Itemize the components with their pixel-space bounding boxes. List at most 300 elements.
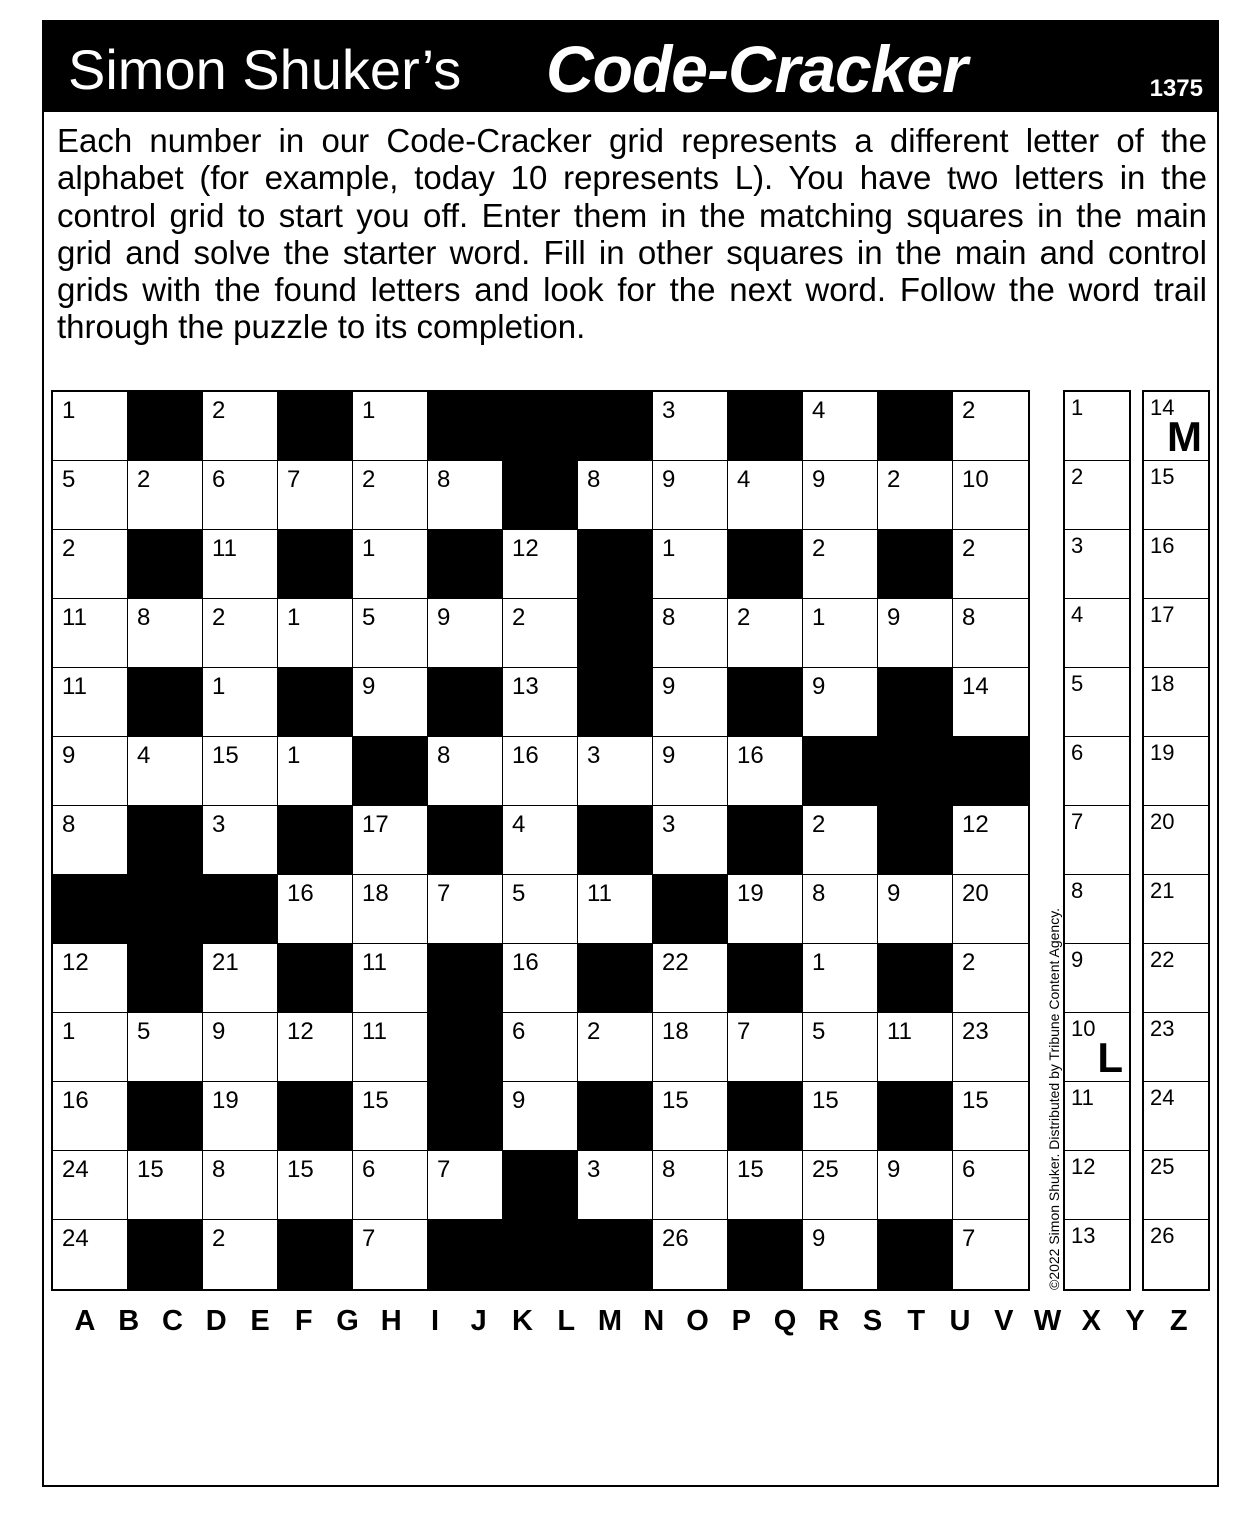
- grid-cell[interactable]: [728, 461, 803, 530]
- grid-black-square: [53, 875, 128, 944]
- grid-cell[interactable]: [803, 668, 878, 737]
- cell-number: 3: [662, 811, 676, 838]
- cell-number: 8: [662, 604, 676, 631]
- grid-cell[interactable]: [953, 806, 1028, 875]
- grid-cell[interactable]: [203, 599, 278, 668]
- alphabet-letter[interactable]: R: [818, 1305, 840, 1337]
- grid-cell[interactable]: [953, 944, 1028, 1013]
- grid-cell[interactable]: [953, 875, 1028, 944]
- grid-cell[interactable]: [128, 599, 203, 668]
- grid-cell[interactable]: [878, 461, 953, 530]
- control-cell[interactable]: [1144, 461, 1208, 530]
- control-grid-right: [1142, 390, 1210, 1291]
- cell-number: 19: [212, 1087, 239, 1114]
- control-cell-number: 23: [1150, 1016, 1175, 1041]
- cell-number: 2: [512, 604, 526, 631]
- grid-cell[interactable]: [53, 461, 128, 530]
- cell-number: 6: [512, 1018, 526, 1045]
- grid-cell[interactable]: [353, 875, 428, 944]
- cell-number: 8: [437, 466, 451, 493]
- grid-cell[interactable]: [503, 737, 578, 806]
- grid-cell[interactable]: [803, 530, 878, 599]
- cell-number: 8: [962, 604, 976, 631]
- cell-number: 25: [812, 1156, 839, 1183]
- grid-black-square: [428, 1013, 503, 1082]
- grid-cell[interactable]: [53, 1082, 128, 1151]
- grid-cell[interactable]: [953, 530, 1028, 599]
- grid-black-square: [578, 599, 653, 668]
- grid-cell[interactable]: [503, 944, 578, 1013]
- grid-cell[interactable]: [503, 530, 578, 599]
- cell-number: 16: [62, 1087, 89, 1114]
- grid-cell[interactable]: [278, 1151, 353, 1220]
- cell-number: 1: [362, 397, 376, 424]
- control-cell-number: 6: [1071, 740, 1084, 765]
- cell-number: 2: [887, 466, 901, 493]
- cell-number: 4: [512, 811, 526, 838]
- cell-number: 15: [287, 1156, 314, 1183]
- grid-black-square: [578, 1082, 653, 1151]
- cell-number: 7: [737, 1018, 751, 1045]
- grid-cell[interactable]: [578, 737, 653, 806]
- control-cell-number: 7: [1071, 809, 1084, 834]
- control-cell[interactable]: [1065, 944, 1129, 1013]
- alphabet-letter[interactable]: E: [250, 1305, 270, 1337]
- grid-cell[interactable]: [803, 806, 878, 875]
- grid-black-square: [503, 392, 578, 461]
- grid-cell[interactable]: [428, 1151, 503, 1220]
- grid-cell[interactable]: [653, 530, 728, 599]
- control-cell[interactable]: [1065, 530, 1129, 599]
- grid-cell[interactable]: [653, 1220, 728, 1289]
- cell-number: 5: [812, 1018, 826, 1045]
- grid-black-square: [878, 944, 953, 1013]
- grid-black-square: [578, 530, 653, 599]
- grid-cell[interactable]: [953, 1082, 1028, 1151]
- grid-cell[interactable]: [203, 1082, 278, 1151]
- alphabet-letter[interactable]: I: [430, 1305, 440, 1337]
- grid-cell[interactable]: [878, 875, 953, 944]
- cell-number: 2: [962, 535, 976, 562]
- alphabet-letter[interactable]: U: [949, 1305, 971, 1337]
- grid-cell[interactable]: [353, 1013, 428, 1082]
- control-cell[interactable]: [1144, 1151, 1208, 1220]
- cell-number: 2: [212, 397, 226, 424]
- grid-black-square: [878, 806, 953, 875]
- grid-cell[interactable]: [53, 1013, 128, 1082]
- grid-cell[interactable]: [953, 1013, 1028, 1082]
- grid-cell[interactable]: [353, 392, 428, 461]
- grid-black-square: [503, 1151, 578, 1220]
- cell-number: 15: [737, 1156, 764, 1183]
- grid-cell[interactable]: [803, 1082, 878, 1151]
- cell-number: 9: [662, 466, 676, 493]
- grid-cell[interactable]: [803, 392, 878, 461]
- control-cell-number: 10: [1071, 1016, 1096, 1041]
- grid-cell[interactable]: [653, 737, 728, 806]
- grid-cell[interactable]: [128, 1013, 203, 1082]
- control-cell[interactable]: [1144, 1220, 1208, 1289]
- grid-black-square: [728, 806, 803, 875]
- grid-cell[interactable]: [728, 1013, 803, 1082]
- cell-number: 24: [62, 1156, 89, 1183]
- grid-cell[interactable]: [53, 806, 128, 875]
- grid-cell[interactable]: [53, 392, 128, 461]
- control-cell-number: 9: [1071, 947, 1084, 972]
- cell-number: 5: [62, 466, 76, 493]
- cell-number: 8: [437, 742, 451, 769]
- control-cell[interactable]: [1065, 875, 1129, 944]
- grid-cell[interactable]: [353, 668, 428, 737]
- control-cell-number: 5: [1071, 671, 1084, 696]
- cell-number: 1: [662, 535, 676, 562]
- grid-cell[interactable]: [353, 599, 428, 668]
- grid-black-square: [428, 806, 503, 875]
- cell-number: 23: [962, 1018, 989, 1045]
- grid-cell[interactable]: [53, 1220, 128, 1289]
- grid-cell[interactable]: [278, 737, 353, 806]
- grid-black-square: [278, 806, 353, 875]
- grid-cell[interactable]: [353, 1220, 428, 1289]
- grid-cell[interactable]: [353, 1082, 428, 1151]
- control-cell-number: 16: [1150, 533, 1175, 558]
- grid-black-square: [128, 1220, 203, 1289]
- alphabet-letter[interactable]: D: [205, 1305, 227, 1337]
- grid-black-square: [428, 1220, 503, 1289]
- alphabet-letter[interactable]: H: [380, 1305, 402, 1337]
- alphabet-letter[interactable]: X: [1081, 1305, 1101, 1337]
- control-cell-number: 2: [1071, 464, 1084, 489]
- grid-cell[interactable]: [578, 875, 653, 944]
- grid-cell[interactable]: [203, 737, 278, 806]
- cell-number: 16: [512, 742, 539, 769]
- grid-cell[interactable]: [503, 875, 578, 944]
- cell-number: 11: [362, 949, 387, 976]
- alphabet-letter[interactable]: G: [336, 1305, 359, 1337]
- grid-cell[interactable]: [278, 1013, 353, 1082]
- grid-cell[interactable]: [728, 1151, 803, 1220]
- control-cell[interactable]: [1144, 1013, 1208, 1082]
- cell-number: 22: [662, 949, 689, 976]
- alphabet-letter[interactable]: W: [1033, 1305, 1062, 1337]
- control-cell[interactable]: [1144, 530, 1208, 599]
- grid-cell[interactable]: [728, 875, 803, 944]
- control-cell-letter: M: [1167, 413, 1202, 460]
- control-cell[interactable]: [1144, 875, 1208, 944]
- grid-cell[interactable]: [653, 599, 728, 668]
- grid-cell[interactable]: [203, 806, 278, 875]
- control-cell[interactable]: [1065, 599, 1129, 668]
- grid-cell[interactable]: [203, 1220, 278, 1289]
- cell-number: 8: [62, 811, 76, 838]
- cell-number: 17: [362, 811, 389, 838]
- grid-cell[interactable]: [128, 1151, 203, 1220]
- alphabet-letter[interactable]: S: [862, 1305, 883, 1337]
- grid-cell[interactable]: [353, 530, 428, 599]
- cell-number: 1: [62, 1018, 76, 1045]
- cell-number: 9: [812, 466, 826, 493]
- control-cell-number: 18: [1150, 671, 1175, 696]
- cell-number: 13: [512, 673, 539, 700]
- grid-cell[interactable]: [428, 737, 503, 806]
- copyright-credit: ©2022 Simon Shuker. Distributed by Tribune Content Agency.: [1046, 907, 1062, 1290]
- grid-black-square: [278, 1082, 353, 1151]
- grid-black-square: [728, 944, 803, 1013]
- grid-cell[interactable]: [578, 1013, 653, 1082]
- grid-cell[interactable]: [953, 1220, 1028, 1289]
- alphabet-strip: [64, 1303, 1200, 1339]
- grid-cell[interactable]: [278, 875, 353, 944]
- instructions-text: Each number in our Code-Cracker grid represents a different letter of the alphabet (for example, today 10 represents L). You have two letters in the control grid to start you off. Enter them in the matching squares in the main grid and solve the starter word. Fill in other squares in the main and control grids with the found letters and look for the next word. Follow the word trail through the puzzle to its completion.: [57, 122, 1207, 346]
- grid-black-square: [728, 530, 803, 599]
- cell-number: 1: [212, 673, 226, 700]
- grid-cell[interactable]: [953, 392, 1028, 461]
- grid-cell[interactable]: [203, 461, 278, 530]
- grid-cell[interactable]: [53, 530, 128, 599]
- grid-cell[interactable]: [53, 668, 128, 737]
- control-cell-number: 11: [1071, 1085, 1094, 1110]
- alphabet-letter[interactable]: C: [162, 1305, 183, 1337]
- grid-cell[interactable]: [203, 392, 278, 461]
- grid-cell[interactable]: [53, 944, 128, 1013]
- grid-cell[interactable]: [653, 392, 728, 461]
- cell-number: 8: [212, 1156, 226, 1183]
- alphabet-letter[interactable]: V: [994, 1305, 1014, 1337]
- cell-number: 15: [962, 1087, 989, 1114]
- alphabet-letter[interactable]: L: [557, 1305, 576, 1337]
- grid-cell[interactable]: [278, 461, 353, 530]
- control-cell-letter: L: [1097, 1034, 1123, 1081]
- grid-cell[interactable]: [728, 737, 803, 806]
- grid-cell[interactable]: [503, 1013, 578, 1082]
- grid-cell[interactable]: [653, 461, 728, 530]
- grid-cell[interactable]: [203, 1151, 278, 1220]
- control-cell[interactable]: [1065, 737, 1129, 806]
- grid-black-square: [128, 875, 203, 944]
- cell-number: 4: [737, 466, 751, 493]
- grid-black-square: [128, 668, 203, 737]
- grid-black-square: [878, 1220, 953, 1289]
- grid-black-square: [878, 1082, 953, 1151]
- control-cell[interactable]: [1065, 1082, 1129, 1151]
- grid-cell[interactable]: [953, 599, 1028, 668]
- cell-number: 7: [287, 466, 301, 493]
- cell-number: 16: [737, 742, 764, 769]
- cell-number: 15: [137, 1156, 164, 1183]
- grid-cell[interactable]: [653, 668, 728, 737]
- grid-black-square: [278, 1220, 353, 1289]
- grid-cell[interactable]: [278, 599, 353, 668]
- cell-number: 9: [812, 1225, 826, 1252]
- grid-black-square: [653, 875, 728, 944]
- grid-cell[interactable]: [653, 1151, 728, 1220]
- grid-black-square: [578, 944, 653, 1013]
- cell-number: 9: [62, 742, 76, 769]
- grid-black-square: [428, 944, 503, 1013]
- grid-cell[interactable]: [503, 599, 578, 668]
- cell-number: 9: [662, 673, 676, 700]
- cell-number: 10: [962, 466, 989, 493]
- grid-cell[interactable]: [353, 806, 428, 875]
- cell-number: 2: [812, 535, 826, 562]
- alphabet-letter[interactable]: Y: [1125, 1305, 1145, 1337]
- grid-cell[interactable]: [353, 461, 428, 530]
- grid-black-square: [878, 668, 953, 737]
- grid-cell[interactable]: [878, 1151, 953, 1220]
- grid-black-square: [728, 1220, 803, 1289]
- alphabet-letter[interactable]: O: [686, 1305, 709, 1337]
- cell-number: 3: [212, 811, 226, 838]
- alphabet-letter[interactable]: Z: [1169, 1305, 1188, 1337]
- grid-cell[interactable]: [728, 599, 803, 668]
- grid-cell[interactable]: [803, 599, 878, 668]
- grid-cell[interactable]: [578, 1151, 653, 1220]
- cell-number: 6: [212, 466, 226, 493]
- control-cell[interactable]: [1065, 668, 1129, 737]
- grid-black-square: [278, 530, 353, 599]
- grid-cell[interactable]: [203, 530, 278, 599]
- control-cell-number: 20: [1150, 809, 1175, 834]
- grid-cell[interactable]: [503, 1082, 578, 1151]
- cell-number: 6: [362, 1156, 376, 1183]
- grid-black-square: [578, 392, 653, 461]
- grid-cell[interactable]: [353, 1151, 428, 1220]
- puzzle-header: [42, 20, 1219, 112]
- control-cell[interactable]: [1065, 1013, 1129, 1082]
- control-cell[interactable]: [1144, 668, 1208, 737]
- cell-number: 11: [362, 1018, 387, 1045]
- grid-black-square: [878, 392, 953, 461]
- grid-cell[interactable]: [203, 1013, 278, 1082]
- grid-cell[interactable]: [878, 599, 953, 668]
- grid-cell[interactable]: [353, 944, 428, 1013]
- grid-cell[interactable]: [53, 737, 128, 806]
- grid-black-square: [878, 737, 953, 806]
- grid-cell[interactable]: [428, 599, 503, 668]
- cell-number: 7: [362, 1225, 376, 1252]
- cell-number: 11: [62, 673, 87, 700]
- cell-number: 15: [662, 1087, 689, 1114]
- cell-number: 2: [212, 1225, 226, 1252]
- alphabet-letter[interactable]: K: [512, 1305, 533, 1337]
- grid-cell[interactable]: [803, 944, 878, 1013]
- grid-cell[interactable]: [128, 737, 203, 806]
- grid-black-square: [728, 392, 803, 461]
- control-cell[interactable]: [1065, 392, 1129, 461]
- control-cell[interactable]: [1065, 1151, 1129, 1220]
- cell-number: 1: [62, 397, 76, 424]
- grid-black-square: [428, 1082, 503, 1151]
- control-cell-number: 15: [1150, 464, 1175, 489]
- grid-cell[interactable]: [203, 944, 278, 1013]
- control-cell[interactable]: [1144, 392, 1208, 461]
- cell-number: 2: [812, 811, 826, 838]
- grid-cell[interactable]: [428, 875, 503, 944]
- alphabet-letter[interactable]: Q: [773, 1305, 797, 1337]
- grid-black-square: [578, 806, 653, 875]
- cell-number: 2: [62, 535, 76, 562]
- cell-number: 18: [662, 1018, 689, 1045]
- grid-cell[interactable]: [953, 1151, 1028, 1220]
- grid-cell[interactable]: [803, 461, 878, 530]
- grid-black-square: [353, 737, 428, 806]
- grid-cell[interactable]: [503, 668, 578, 737]
- cell-number: 2: [137, 466, 151, 493]
- cell-number: 11: [62, 604, 87, 631]
- cell-number: 9: [887, 604, 901, 631]
- grid-cell[interactable]: [878, 1013, 953, 1082]
- cell-number: 9: [362, 673, 376, 700]
- cell-number: 18: [362, 880, 389, 907]
- cell-number: 5: [137, 1018, 151, 1045]
- grid-cell[interactable]: [653, 1082, 728, 1151]
- grid-black-square: [428, 392, 503, 461]
- grid-cell[interactable]: [53, 1151, 128, 1220]
- grid-cell[interactable]: [203, 668, 278, 737]
- control-cell-number: 14: [1150, 395, 1175, 420]
- control-cell[interactable]: [1065, 806, 1129, 875]
- grid-cell[interactable]: [803, 875, 878, 944]
- control-cell[interactable]: [1065, 461, 1129, 530]
- grid-black-square: [728, 668, 803, 737]
- alphabet-letter[interactable]: A: [74, 1305, 96, 1337]
- grid-cell[interactable]: [53, 599, 128, 668]
- cell-number: 20: [962, 880, 989, 907]
- cell-number: 7: [962, 1225, 976, 1252]
- grid-cell[interactable]: [653, 1013, 728, 1082]
- control-cell[interactable]: [1144, 806, 1208, 875]
- control-cell-number: 19: [1150, 740, 1175, 765]
- cell-number: 11: [887, 1018, 912, 1045]
- cell-number: 4: [137, 742, 151, 769]
- cell-number: 15: [212, 742, 239, 769]
- grid-cell[interactable]: [803, 1151, 878, 1220]
- alphabet-letter[interactable]: B: [118, 1305, 140, 1337]
- grid-cell[interactable]: [428, 461, 503, 530]
- cell-number: 6: [962, 1156, 976, 1183]
- control-cell[interactable]: [1065, 1220, 1129, 1289]
- grid-cell[interactable]: [503, 806, 578, 875]
- alphabet-letter[interactable]: J: [470, 1305, 487, 1337]
- cell-number: 7: [437, 1156, 451, 1183]
- grid-cell[interactable]: [953, 461, 1028, 530]
- control-cell[interactable]: [1144, 944, 1208, 1013]
- puzzle-number: 1375: [1149, 75, 1203, 102]
- grid-cell[interactable]: [953, 668, 1028, 737]
- alphabet-letter[interactable]: F: [294, 1305, 313, 1337]
- cell-number: 19: [737, 880, 764, 907]
- alphabet-letter[interactable]: P: [731, 1305, 751, 1337]
- grid-cell[interactable]: [653, 806, 728, 875]
- alphabet-letter[interactable]: M: [597, 1305, 623, 1337]
- cell-number: 12: [287, 1018, 314, 1045]
- control-cell[interactable]: [1144, 1082, 1208, 1151]
- grid-cell[interactable]: [803, 1013, 878, 1082]
- grid-black-square: [503, 1220, 578, 1289]
- grid-cell[interactable]: [653, 944, 728, 1013]
- cell-number: 2: [962, 397, 976, 424]
- alphabet-letter[interactable]: T: [907, 1305, 926, 1337]
- grid-cell[interactable]: [128, 461, 203, 530]
- grid-black-square: [278, 944, 353, 1013]
- control-cell[interactable]: [1144, 599, 1208, 668]
- grid-cell[interactable]: [803, 1220, 878, 1289]
- alphabet-letter[interactable]: N: [643, 1305, 665, 1337]
- grid-cell[interactable]: [578, 461, 653, 530]
- cell-number: 16: [512, 949, 539, 976]
- control-cell[interactable]: [1144, 737, 1208, 806]
- control-cell-number: 21: [1150, 878, 1175, 903]
